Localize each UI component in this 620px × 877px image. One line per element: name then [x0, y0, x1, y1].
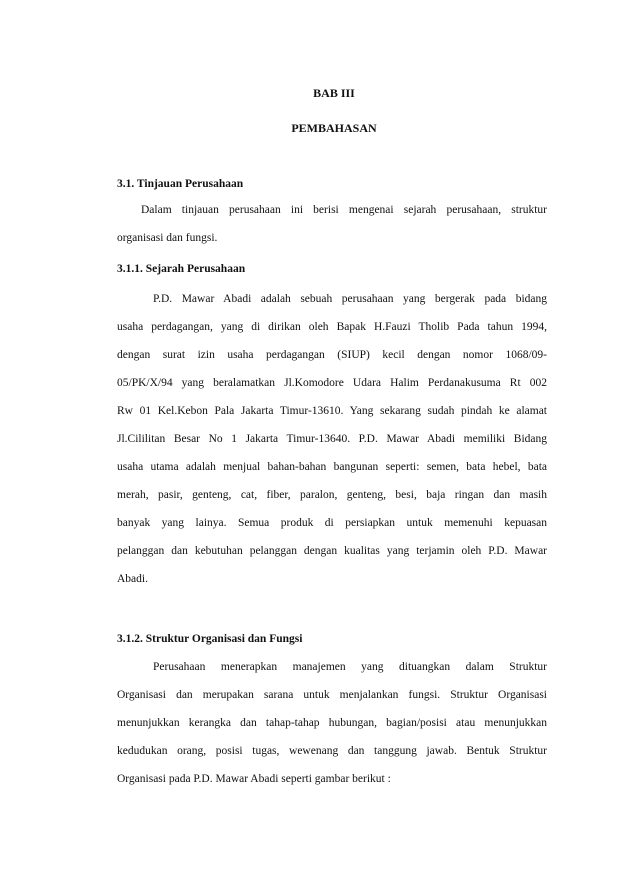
paragraph-line: Organisasi pada P.D. Mawar Abadi seperti gambar berikut :	[117, 773, 391, 785]
paragraph-line: Rw 01 Kel.Kebon Pala Jakarta Timur-13610. Yang sekarang sudah pindah ke alamat	[117, 405, 547, 417]
paragraph-line: Jl.Cililitan Besar No 1 Jakarta Timur-13640. P.D. Mawar Abadi memiliki Bidang	[117, 433, 547, 445]
paragraph-line: menunjukkan kerangka dan tahap-tahap hubungan, bagian/posisi atau menunjukkan	[117, 717, 547, 729]
paragraph-line: banyak yang lainya. Semua produk di persiapkan untuk memenuhi kepuasan	[117, 517, 547, 529]
paragraph-line: P.D. Mawar Abadi adalah sebuah perusahaan yang bergerak pada bidang	[153, 293, 547, 305]
section-3-1-1-paragraph	[117, 285, 547, 593]
chapter-title: PEMBAHASAN	[291, 121, 377, 135]
paragraph-line: dengan surat izin usaha perdagangan (SIUP) kecil dengan nomor 1068/09-	[117, 349, 547, 361]
paragraph-line: pelanggan dan kebutuhan pelanggan dengan kualitas yang terjamin oleh P.D. Mawar	[117, 545, 547, 557]
paragraph-line: kedudukan orang, posisi tugas, wewenang dan tanggung jawab. Bentuk Struktur	[117, 745, 547, 757]
section-heading-3-1: 3.1. Tinjauan Perusahaan	[117, 178, 244, 190]
section-3-1-2-paragraph	[117, 653, 547, 793]
paragraph-line: usaha perdagangan, yang di dirikan oleh Bapak H.Fauzi Tholib Pada tahun 1994,	[117, 321, 547, 333]
paragraph-line: merah, pasir, genteng, cat, fiber, paralon, genteng, besi, baja ringan dan masih	[117, 489, 547, 501]
paragraph-line: Organisasi dan merupakan sarana untuk menjalankan fungsi. Struktur Organisasi	[117, 689, 547, 701]
paragraph-line: 05/PK/X/94 yang beralamatkan Jl.Komodore Udara Halim Perdanakusuma Rt 002	[117, 377, 547, 389]
paragraph-line: Perusahaan menerapkan manajemen yang dituangkan dalam Struktur	[153, 661, 547, 673]
paragraph-line: usaha utama adalah menjual bahan-bahan bangunan seperti: semen, bata hebel, bata	[117, 461, 547, 473]
paragraph-line: Dalam tinjauan perusahaan ini berisi mengenai sejarah perusahaan, struktur	[141, 204, 547, 216]
section-heading-3-1-1: 3.1.1. Sejarah Perusahaan	[117, 263, 246, 275]
paragraph-line: Abadi.	[117, 573, 148, 585]
section-heading-3-1-2: 3.1.2. Struktur Organisasi dan Fungsi	[117, 633, 303, 645]
chapter-number: BAB III	[313, 86, 355, 100]
paragraph-line: organisasi dan fungsi.	[117, 232, 218, 244]
section-3-1-paragraph	[117, 196, 547, 252]
